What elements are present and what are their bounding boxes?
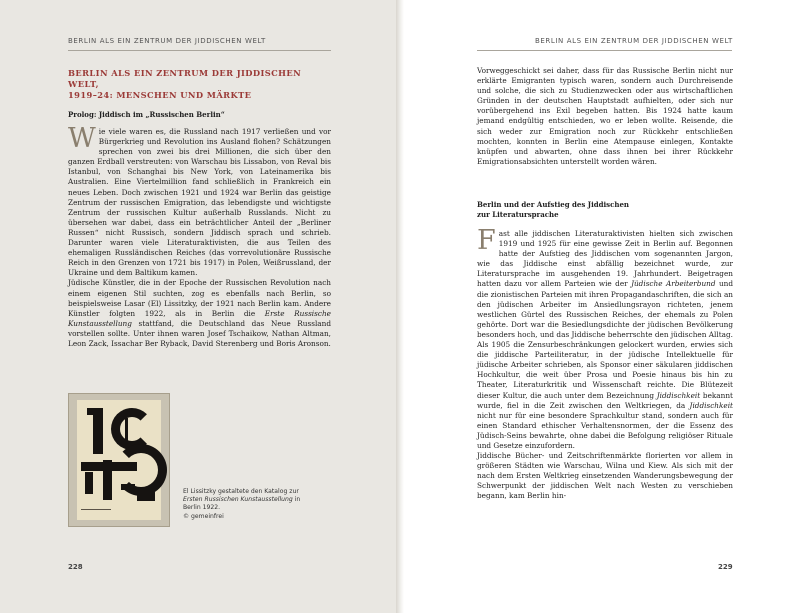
page-number-left: 228 [68, 563, 83, 571]
left-body-text [68, 123, 331, 349]
caption-line-3: Berlin 1922. [183, 504, 221, 512]
chapter-title [68, 68, 330, 101]
exhibition-title: Erste Russische Kunstausstellung [68, 308, 331, 328]
right-body-text-bottom [477, 225, 734, 502]
right-paragraph-2 [477, 225, 734, 451]
section-heading-line1: Berlin und der Aufstieg des Jiddischen [477, 200, 630, 209]
dropcap-w: W [68, 123, 96, 154]
right-paragraph-2-text-d: nicht nur für eine besondere Sprachkultur stand, sondern auch für einen Standard ethischer Verhaltensnormen, der die Essenz des Jüdisch-Seins bewahrte, ohne dabei die Befolgung religiöser Rituale und Gesetze einzufordern. [477, 410, 733, 450]
caption-credit: © gemeinfrei [183, 512, 224, 520]
caption-italic-title: Ersten Russischen Kunstausstellung [183, 496, 293, 504]
section-heading-line2: zur Literatursprache [477, 209, 559, 219]
chapter-title-line2: 1919–24: MENSCHEN UND MÄRKTE [68, 90, 252, 100]
running-head-left: BERLIN ALS EIN ZENTRUM DER JIDDISCHEN WELT [68, 37, 266, 45]
left-paragraph-1-text: ie viele waren es, die Russland nach 1917 verließen und vor Bürgerkrieg und Revolution ins Ausland flohen? Schätzungen sprechen von zwei bis drei Millionen, die sich über den ganzen Erdball verstreuten: von Warschau bis Lissabon, von Reval bis Istanbul, von Schanghai bis New York, von Lateinamerika bis Australien. Eine Viertelmillion fand schließlich in Frankreich ein neues Leben. Doch zwischen 1921 und 1924 war Berlin das geistige Zentrum der russischen Emigration, das lebendigste und wichtigste Zentrum der russischen Kultur außerhalb Russlands. Nicht zu übersehen war dabei, dass ein beträchtlicher Anteil der „Berliner Russen“ nicht Russisch, sondern Jiddisch sprach und schrieb. Darunter waren viele Literaturaktivisten, die aus Teilen des ehemaligen Russländischen Reiches (das vorrevolutionäre Russische Reich in den Grenzen von 1721 bis 1917) in Polen, Weißrussland, der Ukraine und dem Baltikum kamen. [68, 127, 331, 278]
caption-line-2 [183, 496, 323, 504]
right-paragraph-2-text-c: bekannt wurde, fiel in die Zeit zwischen den Weltkriegen, da [477, 390, 733, 410]
left-paragraph-1 [68, 123, 331, 278]
caption-line-2-suffix: in [292, 496, 301, 504]
right-body-text-top [477, 66, 733, 167]
left-paragraph-2-text-b: stattfand, die Deutschland das Neue Russland vorstellen sollte. Unter ihnen waren Josef Tschaikow, Nathan Altman, Leon Zack, Issachar Ber Ryback, David Sterenberg und Boris Aronson. [68, 318, 331, 348]
poster-artwork [77, 400, 161, 520]
italic-jiddischkeit-1: Jiddischkeit [656, 390, 701, 400]
header-rule-right [477, 50, 732, 51]
book-gutter [396, 0, 404, 613]
right-paragraph-2-text-a: ast alle jiddischen Literaturaktivisten hielten sich zwischen 1919 und 1925 für eine gewisse Zeit in Berlin auf. Begonnen hatte der Aufstieg des Jiddischen vom sogenannten Jargon, wie das Jiddische einst abfällig bezeichnet wurde, zur Literatursprache im ausgehenden 19. Jahrhundert. Beigetragen hatten dazu vor allem Parteien wie der [477, 229, 733, 289]
figure-caption [183, 488, 323, 521]
section-heading-aufstieg [477, 200, 733, 219]
left-paragraph-2 [68, 278, 331, 349]
caption-line-1: El Lissitzky gestaltete den Katalog zur [183, 488, 299, 495]
left-paragraph-2-text-a: Jüdische Künstler, die in der Epoche der Russischen Revolution nach einem eigenen Stil suchten, zog es ebenfalls nach Berlin, so beispielsweise Lasar (El) Lissitzky, der 1921 nach Berlin kam. Andere Künstler folgten 1922, als in Berlin die [68, 278, 331, 318]
chapter-title-line1: BERLIN ALS EIN ZENTRUM DER JIDDISCHEN WELT, [68, 68, 302, 89]
right-paragraph-2-text-b: und die zionistischen Parteien mit ihren Propagandaschriften, die sich an den jüdischen Arbeiter im Ansiedlungsrayon richteten, jenem westlichen Gürtel des Russischen Reiches, der ehemals zu Polen gehörte. Dort war die Besiedlungsdichte der jüdischen Bevölkerung besonders hoch, und das Jiddische beherrschte den jüdischen Alltag. Als 1905 die Zensurbeschränkungen gelockert wurden, erwies sich die jiddische Parteiliteratur, in der jüdische Intellektuelle für jüdische Arbeiter schrieben, als Sponsor einer säkularen jiddischen Hochkultur, die weit über Prosa und Poesie hinaus bis hin zu Theater, Literaturkritik und Wissenschaft reichte. Die Blütezeit dieser Kultur, die auch unter dem Bezeichnung [477, 279, 734, 400]
italic-arbeiterbund: Jüdische Arbeiterbund [631, 279, 716, 289]
italic-jiddischkeit-2: Jiddischkeit [689, 400, 733, 410]
right-paragraph-3: Jiddische Bücher- und Zeitschriftenmärkte florierten vor allem in größeren Städten wie Warschau, Wilna und Kiew. Als sich mit der nach dem Ersten Weltkrieg einsetzenden Wanderungsbewegung der Schwerpunkt der jiddischen Welt nach Westen zu verschieben begann, kam Berlin hin- [477, 451, 733, 501]
running-head-right: BERLIN ALS EIN ZENTRUM DER JIDDISCHEN WELT [535, 37, 733, 45]
section-heading-prolog: Prolog: Jiddisch im „Russischen Berlin“ [68, 110, 225, 119]
header-rule-left [68, 50, 331, 51]
dropcap-f: F [477, 225, 496, 256]
catalog-cover-image [68, 393, 170, 527]
right-paragraph-1: Vorweggeschickt sei daher, dass für das Russische Berlin nicht nur erklärte Emigranten typisch waren, sondern auch Durchreisende und solche, die sich zu Studienzwecken oder aus wirtschaftlichen Gründen in der deutschen Hauptstadt aufhielten, oder sich nur vorübergehend ins Exil begeben hatten. Bis 1924 hatte kaum jemand endgültig entschieden, wo er leben wollte. Reisende, die sich weder zur Emigration noch zur Rückkehr entschließen mochten, konnten in Berlin eine Atempause einlegen, Kontakte knüpfen und abwarten, ohne dass ihnen bei ihrer Rückkehr Emigrationsabsichten unterstellt worden wären. [477, 66, 733, 166]
page-number-right: 229 [718, 563, 733, 571]
